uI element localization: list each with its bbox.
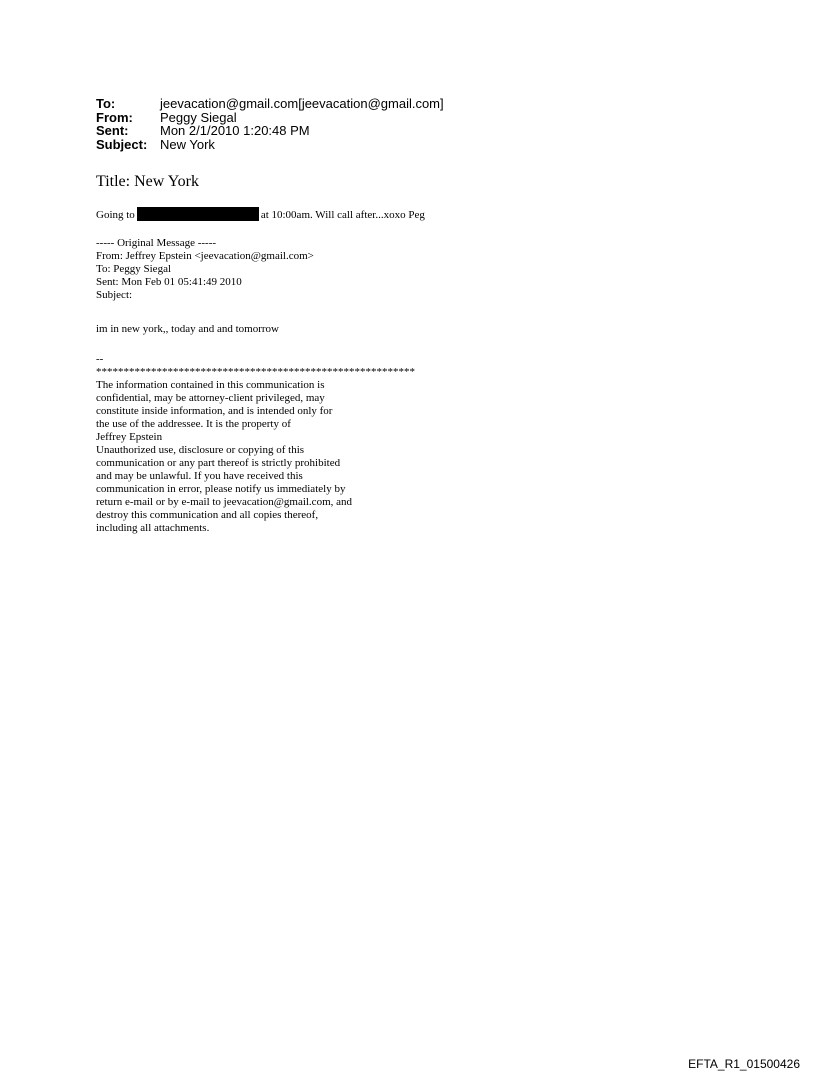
subject-label: Subject: xyxy=(96,136,148,152)
signature-line: constitute inside information, and is intended only for xyxy=(96,405,333,417)
signature-line: confidential, may be attorney-client privileged, may xyxy=(96,392,325,404)
header-to-row xyxy=(96,97,444,111)
email-title: Title: New York xyxy=(96,173,199,190)
original-message xyxy=(96,237,314,302)
signature-line: the use of the addressee. It is the property of xyxy=(96,418,291,430)
redaction-block xyxy=(137,207,259,221)
header-from-row xyxy=(96,111,444,125)
signature-line: including all attachments. xyxy=(96,522,210,534)
sent-value: Mon 2/1/2010 1:20:48 PM xyxy=(160,123,310,138)
header-sent-row xyxy=(96,124,444,138)
signature-line: Unauthorized use, disclosure or copying of this xyxy=(96,444,305,456)
sent-label: Sent: xyxy=(96,123,129,138)
subject-value: New York xyxy=(160,136,215,152)
signature-line: The information contained in this communication is xyxy=(96,379,325,391)
document-id: EFTA_R1_01500426 xyxy=(688,1057,800,1071)
signature-line: Jeffrey Epstein xyxy=(96,431,163,443)
original-subject: Subject: xyxy=(96,289,133,301)
signature-stars: ********************************************************** xyxy=(96,366,415,378)
original-message-divider: ----- Original Message ----- xyxy=(96,237,217,249)
signature-line: and may be unlawful. If you have received this xyxy=(96,470,303,482)
original-sent: Sent: Mon Feb 01 05:41:49 2010 xyxy=(96,276,242,288)
email-body xyxy=(96,207,425,222)
body-text-before: Going to xyxy=(96,209,135,221)
original-from: From: Jeffrey Epstein <jeevacation@gmail.com> xyxy=(96,250,314,262)
signature-line: communication or any part thereof is strictly prohibited xyxy=(96,457,341,469)
original-message-body: im in new york,, today and and tomorrow xyxy=(96,323,279,335)
from-label: From: xyxy=(96,109,133,125)
signature-line: destroy this communication and all copies thereof, xyxy=(96,509,319,521)
to-value: jeevacation@gmail.com[jeevacation@gmail.com] xyxy=(160,96,444,111)
original-to: To: Peggy Siegal xyxy=(96,263,172,275)
email-header xyxy=(96,97,444,151)
signature-dashes: -- xyxy=(96,353,104,365)
body-text-after: at 10:00am. Will call after...xoxo Peg xyxy=(260,209,425,221)
signature-line: return e-mail or by e-mail to jeevacation@gmail.com, and xyxy=(96,496,353,508)
from-value: Peggy Siegal xyxy=(160,109,237,125)
signature-line: communication in error, please notify us immediately by xyxy=(96,483,346,495)
header-subject-row xyxy=(96,138,444,152)
confidentiality-signature xyxy=(96,353,415,535)
to-label: To: xyxy=(96,96,116,111)
